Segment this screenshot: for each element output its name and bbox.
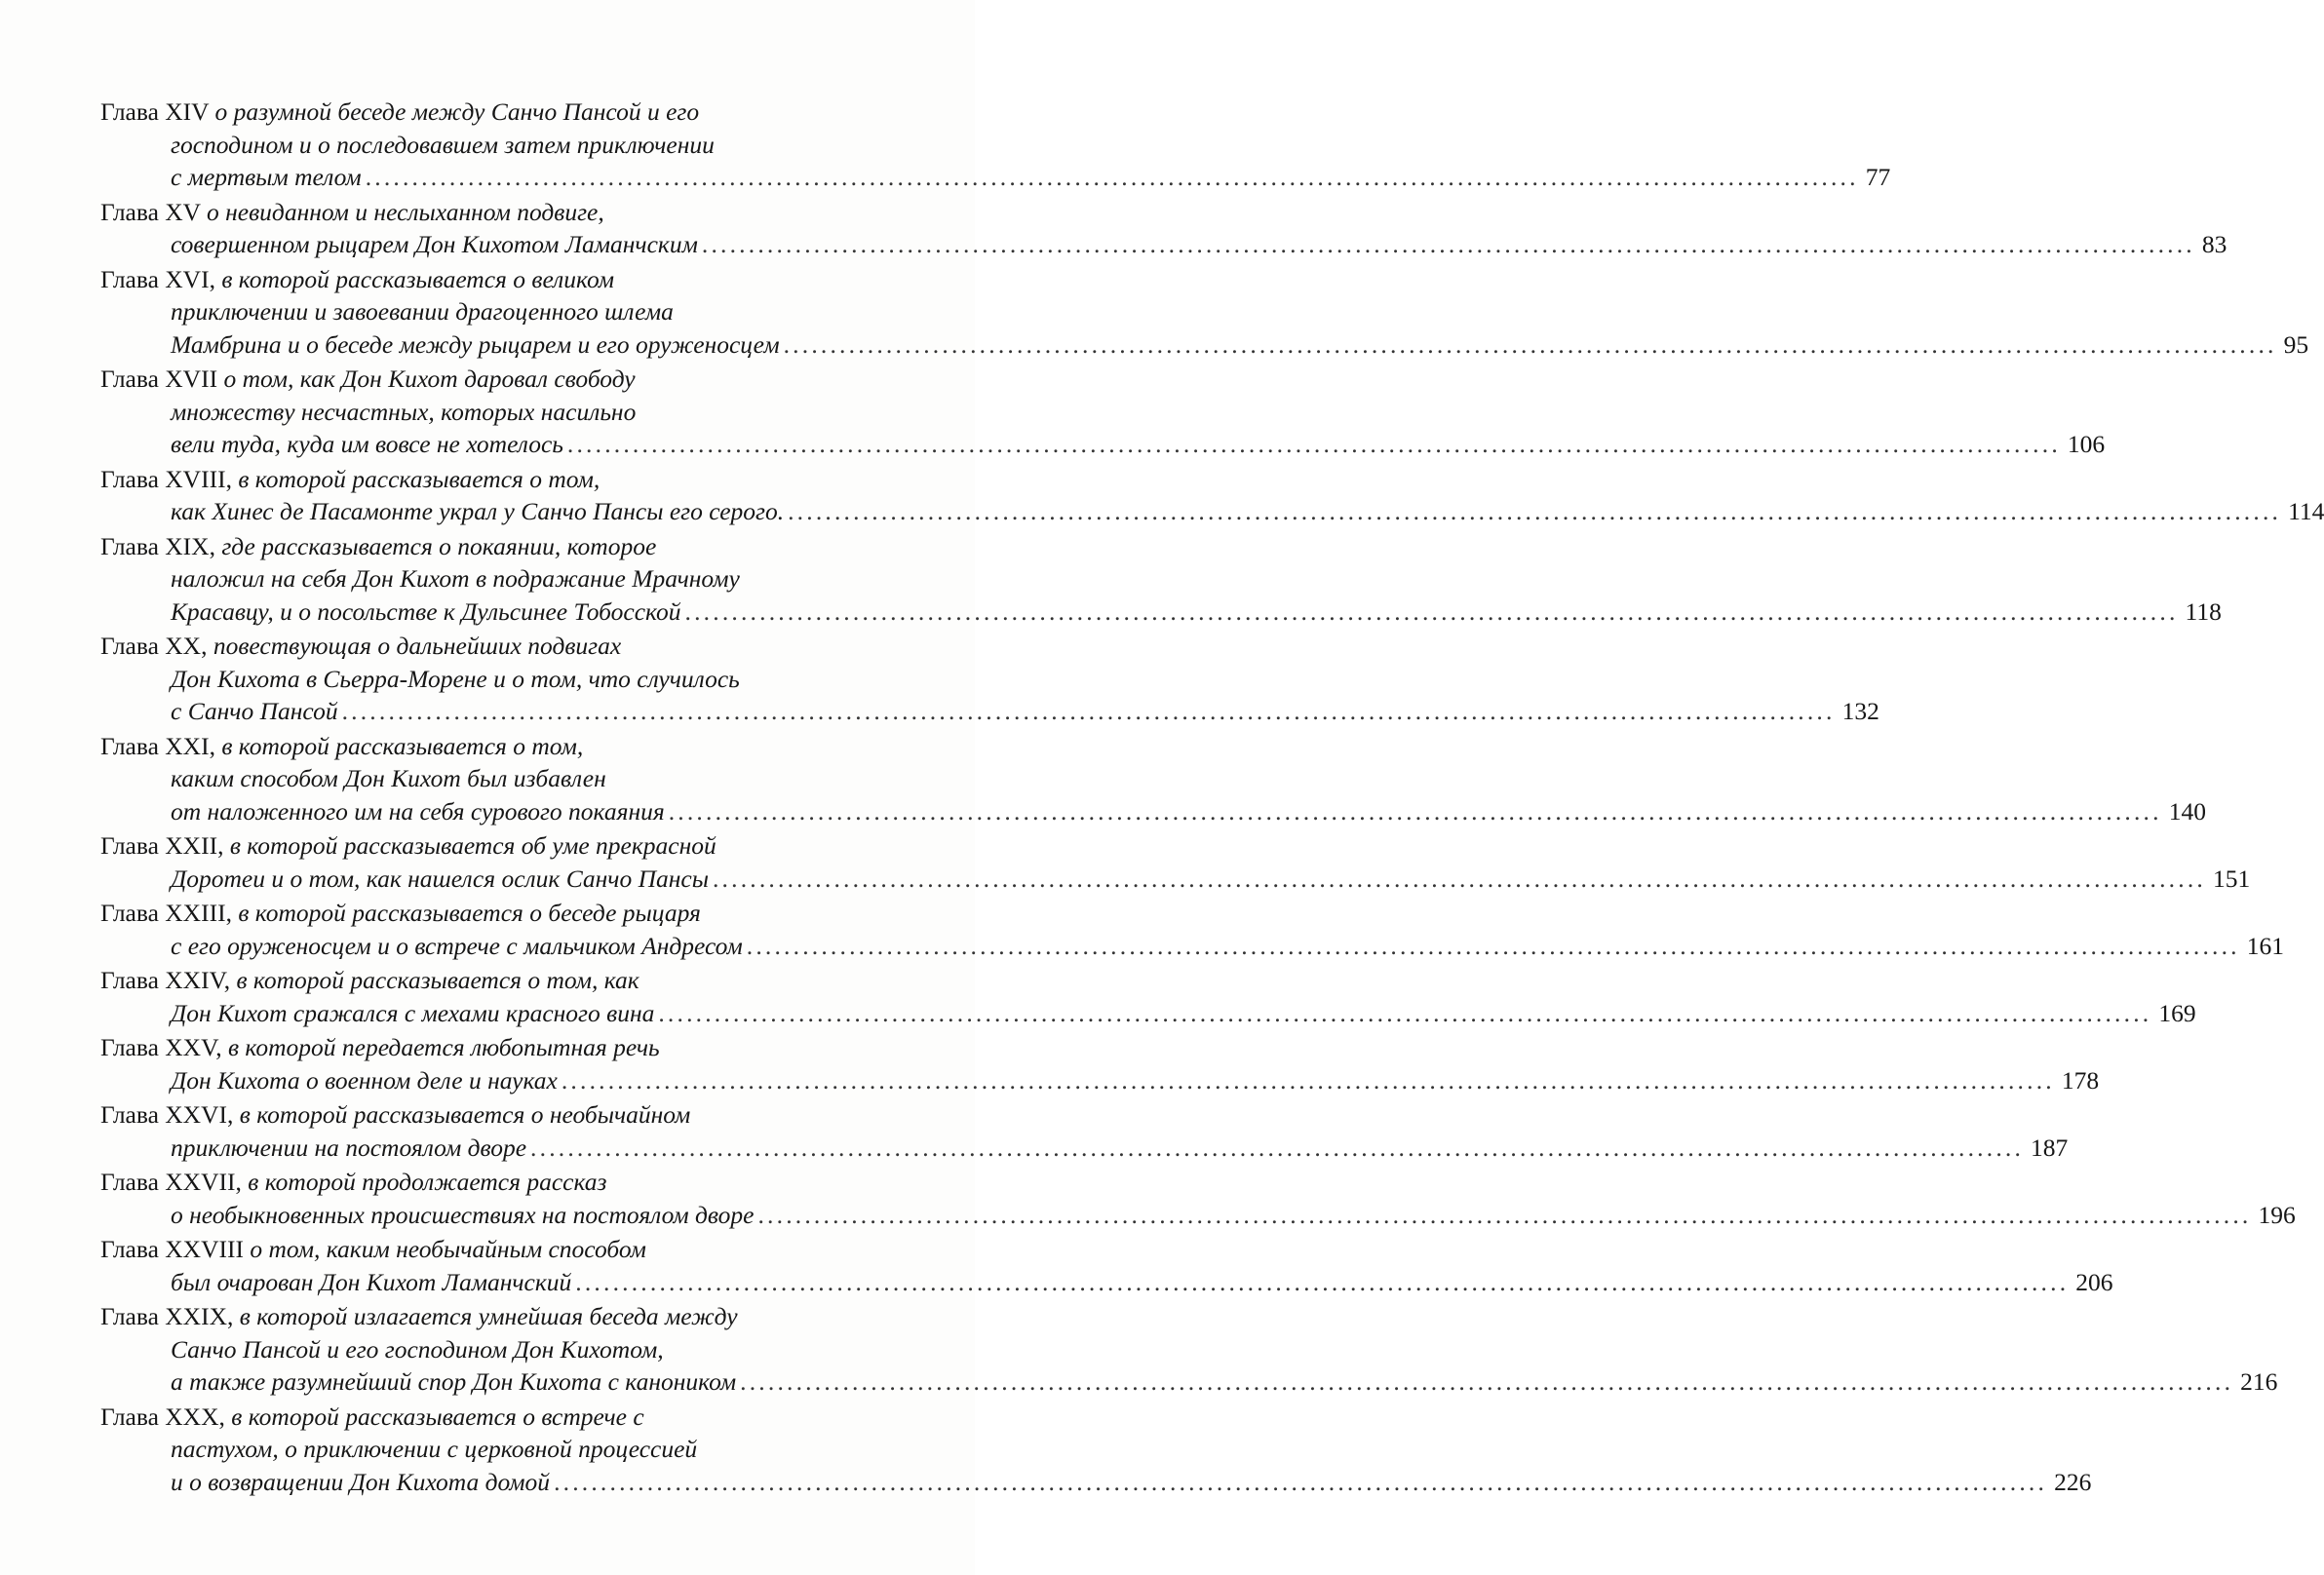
- toc-line: [100, 1199, 2296, 1232]
- toc-entry: [100, 1233, 2113, 1298]
- page-number: 187: [2031, 1133, 2069, 1162]
- dot-leader: ................................................................................................................................................................: [746, 931, 2240, 960]
- chapter-label: Глава XXI,: [100, 731, 215, 760]
- toc-line: [100, 964, 841, 997]
- page-number: 169: [2158, 998, 2196, 1027]
- toc-line: [100, 1401, 841, 1434]
- toc-line: [100, 1466, 2092, 1499]
- chapter-description: о том, каким необычайным способом: [250, 1235, 646, 1263]
- chapter-label: Глава XV: [100, 197, 201, 226]
- dot-leader: ................................................................................................................................................................: [701, 230, 2195, 258]
- toc-line: [100, 328, 2309, 362]
- chapter-description: с его оруженосцем и о встрече с мальчиком Андресом: [171, 931, 743, 960]
- dot-leader: ................................................................................................................................................................: [341, 697, 1836, 725]
- toc-line: [100, 695, 1879, 728]
- page-number: 226: [2054, 1467, 2092, 1496]
- toc-line: [100, 930, 2284, 963]
- dot-leader: ................................................................................................................................................................: [575, 1267, 2070, 1296]
- chapter-description: Мамбрина и о беседе между рыцарем и его оруженосцем: [171, 329, 780, 359]
- chapter-description: о разумной беседе между Санчо Пансой и его: [214, 97, 700, 126]
- chapter-description: Дон Кихота в Сьерра-Морене и о том, что случилось: [171, 664, 740, 693]
- toc-entry: [100, 829, 2251, 895]
- page-number: 114: [2288, 497, 2324, 525]
- chapter-description: был очарован Дон Кихот Ламанчский: [171, 1267, 572, 1296]
- toc-line: [100, 495, 2324, 528]
- toc-entry: [100, 1166, 2296, 1231]
- chapter-description: Доротеи и о том, как нашелся ослик Санчо Пансы: [171, 864, 709, 893]
- toc-line: [100, 263, 841, 296]
- chapter-label: Глава XVI,: [100, 264, 215, 293]
- page-number: 140: [2168, 796, 2206, 826]
- chapter-description: в которой рассказывается о встрече с: [231, 1402, 644, 1431]
- chapter-description: вели туда, куда им вовсе не хотелось: [171, 430, 563, 458]
- toc-entry: [100, 530, 2222, 629]
- dot-leader: ................................................................................................................................................................: [668, 796, 2162, 826]
- toc-line: [100, 161, 1891, 194]
- chapter-description: наложил на себя Дон Кихот в подражание Мрачному: [171, 564, 740, 593]
- page-number: 206: [2075, 1267, 2113, 1296]
- table-of-contents: [100, 96, 2324, 1500]
- chapter-label: Глава XIV: [100, 97, 210, 126]
- toc-line: [100, 863, 2251, 896]
- toc-line: [100, 295, 841, 328]
- toc-line: [100, 997, 2196, 1030]
- toc-entry: [100, 964, 2196, 1029]
- chapter-label: Глава XVIII,: [100, 464, 232, 493]
- toc-line: [100, 829, 841, 863]
- chapter-description: с Санчо Пансой: [171, 697, 338, 725]
- toc-line: [100, 530, 841, 563]
- toc-line: [100, 1233, 841, 1266]
- toc-entry: [100, 1031, 2100, 1096]
- chapter-description: в которой рассказывается о беседе рыцаря: [238, 899, 701, 927]
- chapter-description: от наложенного им на себя сурового покаяния: [171, 796, 665, 826]
- chapter-label: Глава XVII: [100, 365, 218, 393]
- toc-line: [100, 1300, 841, 1333]
- page-number: 83: [2201, 230, 2227, 258]
- toc-entry: [100, 897, 2284, 962]
- page-number: 151: [2212, 864, 2251, 893]
- chapter-label: Глава XXVI,: [100, 1100, 234, 1129]
- chapter-description: в которой рассказывается о том,: [238, 464, 600, 493]
- page-number: 216: [2240, 1367, 2278, 1396]
- toc-entry: [100, 1300, 2278, 1399]
- chapter-label: Глава XXX,: [100, 1402, 225, 1431]
- chapter-description: в которой излагается умнейшая беседа между: [239, 1302, 738, 1330]
- chapter-description: а также разумнейший спор Дон Кихота с каноником: [171, 1367, 737, 1396]
- toc-line: [100, 228, 2227, 261]
- chapter-description: пастухом, о приключении с церковной процессией: [171, 1435, 698, 1463]
- toc-entry: [100, 263, 2309, 362]
- toc-line: [100, 630, 841, 663]
- toc-line: [100, 1433, 841, 1466]
- toc-line: [100, 1365, 2278, 1399]
- chapter-label: Глава XXIII,: [100, 899, 232, 927]
- chapter-description: Красавцу, и о посольстве к Дульсинее Тобосской: [171, 596, 681, 626]
- dot-leader: ................................................................................................................................................................: [684, 596, 2179, 626]
- toc-entry: [100, 730, 2206, 828]
- toc-line: [100, 96, 841, 129]
- chapter-label: Глава XX,: [100, 632, 208, 660]
- chapter-description: повествующая о дальнейших подвигах: [213, 632, 622, 660]
- toc-line: [100, 1031, 841, 1064]
- chapter-description: совершенном рыцарем Дон Кихотом Ламанчским: [171, 230, 698, 258]
- toc-entry: [100, 463, 2324, 528]
- toc-entry: [100, 363, 2106, 461]
- chapter-description: в которой рассказывается о необычайном: [239, 1100, 691, 1129]
- dot-leader: ................................................................................................................................................................: [365, 163, 1859, 191]
- page-number: 178: [2061, 1065, 2100, 1095]
- chapter-description: Дон Кихота о военном деле и науках: [171, 1065, 558, 1095]
- toc-line: [100, 1064, 2100, 1097]
- chapter-description: с мертвым телом: [171, 163, 362, 191]
- toc-entry: [100, 1098, 2069, 1164]
- chapter-description: как Хинес де Пасамонте украл у Санчо Пансы его серого.: [171, 497, 785, 525]
- page-number: 106: [2067, 430, 2106, 458]
- toc-entry: [100, 196, 2227, 261]
- toc-line: [100, 396, 841, 429]
- dot-leader: ................................................................................................................................................................: [530, 1133, 2025, 1162]
- chapter-label: Глава XIX,: [100, 531, 215, 560]
- chapter-description: о необыкновенных происшествиях на постоялом дворе: [171, 1200, 755, 1229]
- toc-line: [100, 463, 841, 496]
- chapter-description: в которой рассказывается об уме прекрасной: [229, 831, 717, 860]
- toc-line: [100, 897, 841, 930]
- toc-entry: [100, 1401, 2092, 1499]
- dot-leader: ................................................................................................................................................................: [788, 497, 2282, 525]
- chapter-description: о том, как Дон Кихот даровал свободу: [223, 365, 636, 393]
- chapter-label: Глава XXV,: [100, 1033, 222, 1061]
- toc-line: [100, 795, 2206, 828]
- toc-line: [100, 1166, 841, 1199]
- chapter-label: Глава XXIX,: [100, 1302, 234, 1330]
- toc-line: [100, 663, 841, 696]
- toc-line: [100, 1266, 2113, 1299]
- chapter-description: в которой передается любопытная речь: [227, 1033, 660, 1061]
- toc-line: [100, 595, 2222, 629]
- chapter-description: приключении на постоялом дворе: [171, 1133, 527, 1162]
- chapter-description: где рассказывается о покаянии, которое: [221, 531, 657, 560]
- toc-line: [100, 1098, 841, 1132]
- toc-line: [100, 1132, 2069, 1165]
- dot-leader: ................................................................................................................................................................: [757, 1200, 2252, 1229]
- page-number: 118: [2185, 596, 2222, 626]
- page-number: 161: [2246, 931, 2284, 960]
- chapter-label: Глава XXII,: [100, 831, 224, 860]
- page-number: 132: [1841, 697, 1879, 725]
- dot-leader: ................................................................................................................................................................: [712, 864, 2206, 893]
- chapter-description: Дон Кихот сражался с мехами красного вина: [171, 998, 655, 1027]
- toc-line: [100, 363, 841, 396]
- toc-line: [100, 730, 841, 763]
- chapter-description: в которой рассказывается о том, как: [236, 966, 639, 994]
- toc-line: [100, 1333, 841, 1366]
- chapter-description: Санчо Пансой и его господином Дон Кихотом,: [171, 1334, 664, 1364]
- toc-line: [100, 196, 841, 229]
- dot-leader: ................................................................................................................................................................: [566, 430, 2061, 458]
- chapter-description: множеству несчастных, которых насильно: [171, 397, 637, 426]
- chapter-description: и о возвращении Дон Кихота домой: [171, 1467, 551, 1496]
- chapter-label: Глава XXVIII: [100, 1235, 244, 1263]
- dot-leader: ................................................................................................................................................................: [561, 1065, 2055, 1095]
- page-number: 95: [2283, 329, 2309, 359]
- toc-line: [100, 762, 841, 795]
- chapter-description: каким способом Дон Кихот был избавлен: [171, 764, 606, 792]
- chapter-description: в которой рассказывается о том,: [221, 731, 584, 760]
- page-number: 196: [2258, 1200, 2296, 1229]
- dot-leader: ................................................................................................................................................................: [658, 998, 2152, 1027]
- chapter-label: Глава XXIV,: [100, 966, 231, 994]
- dot-leader: ................................................................................................................................................................: [740, 1367, 2234, 1396]
- chapter-description: господином и о последовавшем затем приключении: [171, 130, 715, 159]
- toc-line: [100, 428, 2106, 461]
- chapter-description: приключении и завоевании драгоценного шлема: [171, 297, 674, 326]
- toc-entry: [100, 96, 1891, 194]
- page-number: 77: [1865, 163, 1891, 191]
- toc-line: [100, 129, 841, 162]
- chapter-description: в которой продолжается рассказ: [248, 1168, 607, 1196]
- dot-leader: ................................................................................................................................................................: [554, 1467, 2048, 1496]
- chapter-description: в которой рассказывается о великом: [221, 264, 615, 293]
- toc-line: [100, 562, 841, 595]
- dot-leader: ................................................................................................................................................................: [783, 329, 2277, 359]
- toc-entry: [100, 630, 1879, 728]
- chapter-label: Глава XXVII,: [100, 1168, 242, 1196]
- chapter-description: о невиданном и неслыханном подвиге,: [207, 197, 604, 226]
